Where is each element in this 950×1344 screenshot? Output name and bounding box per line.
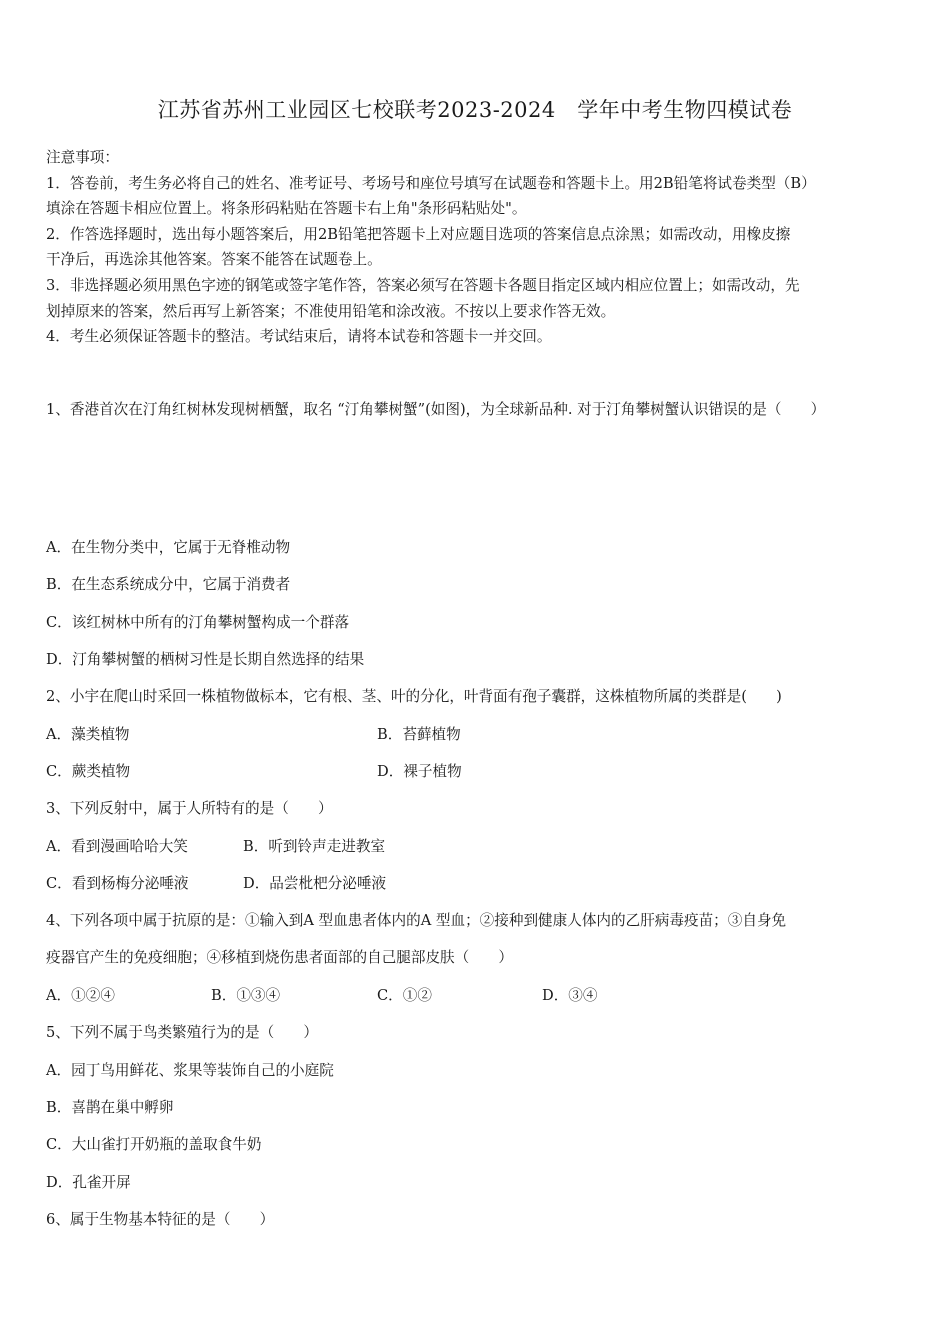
notice-heading: 注意事项：: [46, 149, 119, 166]
notice-line: 干净后，再选涂其他答案。答案不能答在试题卷上。: [46, 251, 382, 269]
question-4-stem-continued: 疫器官产生的免疫细胞；④移植到烧伤患者面部的自己腿部皮肤（ ）: [46, 949, 514, 966]
question-2-option-b: B．苔藓植物: [377, 726, 461, 743]
question-2-option-c: C．蕨类植物: [46, 763, 131, 780]
question-2-option-d: D．裸子植物: [377, 763, 462, 780]
question-2-option-a: A．藻类植物: [46, 726, 130, 743]
notice-line: 填涂在答题卡相应位置上。将条形码粘贴在答题卡右上角"条形码粘贴处"。: [46, 200, 527, 218]
question-1-stem: 1、香港首次在汀角红树林发现树栖蟹，取名 “汀角攀树蟹”(如图)，为全球新品种. 对于汀角攀树蟹认识错误的是（ ）: [46, 401, 826, 418]
question-2-stem: 2、小宇在爬山时采回一株植物做标本，它有根、茎、叶的分化，叶背面有孢子囊群，这株植物所属的类群是( ): [46, 688, 782, 705]
notice-line: 1．答卷前，考生务必将自己的姓名、准考证号、考场号和座位号填写在试题卷和答题卡上。用2B铅笔将试卷类型（B）: [46, 174, 816, 192]
question-4-option-d: D．③④: [542, 987, 598, 1004]
notice-line: 划掉原来的答案，然后再写上新答案；不准使用铅笔和涂改液。不按以上要求作答无效。: [46, 302, 616, 320]
notice-section: [46, 145, 908, 350]
page-title: 江苏省苏州工业园区七校联考2023-2024 学年中考生物四模试卷: [157, 98, 793, 122]
question-1-option-d: D．汀角攀树蟹的栖树习性是长期自然选择的结果: [46, 651, 365, 668]
question-3-option-b: B．听到铃声走进教室: [243, 838, 386, 855]
question-5-option-c: C．大山雀打开奶瓶的盖取食牛奶: [46, 1136, 262, 1153]
notice-line: 4．考生必须保证答题卡的整洁。考试结束后，请将本试卷和答题卡一并交回。: [46, 328, 552, 346]
question-1-option-c: C．该红树林中所有的汀角攀树蟹构成一个群落: [46, 614, 350, 631]
question-1-option-a: A．在生物分类中，它属于无脊椎动物: [46, 539, 291, 556]
question-1-option-b: B．在生态系统成分中，它属于消费者: [46, 576, 291, 593]
question-3-stem: 3、下列反射中，属于人所特有的是（ ）: [46, 800, 333, 817]
question-3-option-d: D．品尝枇杷分泌唾液: [243, 875, 387, 892]
question-3-option-c: C．看到杨梅分泌唾液: [46, 875, 189, 892]
question-5-option-a: A．园丁鸟用鲜花、浆果等装饰自己的小庭院: [46, 1062, 334, 1079]
question-4-option-a: A．①②④: [46, 987, 115, 1004]
question-4-stem: 4、下列各项中属于抗原的是：①输入到A 型血患者体内的A 型血；②接种到健康人体内的乙肝病毒疫苗；③自身免: [46, 912, 787, 929]
question-5-option-b: B．喜鹊在巢中孵卵: [46, 1099, 174, 1116]
question-4-option-b: B．①③④: [211, 987, 281, 1004]
notice-line: 2．作答选择题时，选出每小题答案后，用2B铅笔把答题卡上对应题目选项的答案信息点涂黑；如需改动，用橡皮擦: [46, 225, 791, 243]
question-3-option-a: A．看到漫画哈哈大笑: [46, 838, 188, 855]
question-5-stem: 5、下列不属于鸟类繁殖行为的是（ ）: [46, 1024, 318, 1041]
notice-line: 3．非选择题必须用黑色字迹的钢笔或签字笔作答，答案必须写在答题卡各题目指定区域内相应位置上；如需改动，先: [46, 276, 800, 294]
question-6-stem: 6、属于生物基本特征的是（ ）: [46, 1211, 275, 1228]
question-4-option-c: C．①②: [377, 987, 432, 1004]
question-5-option-d: D．孔雀开屏: [46, 1174, 131, 1191]
